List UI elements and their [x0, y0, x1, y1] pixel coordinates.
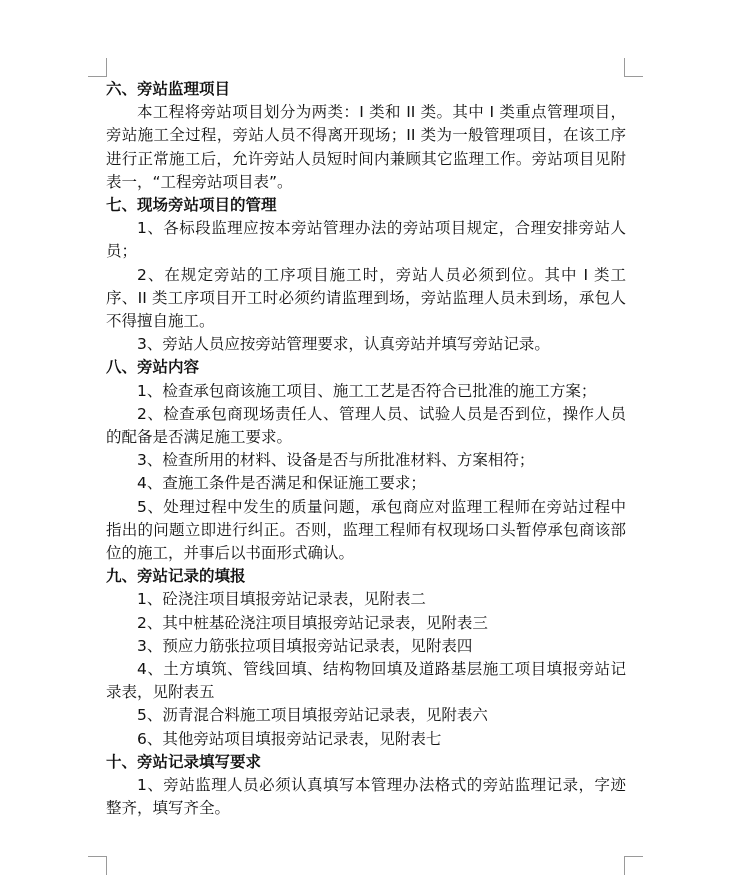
- section-heading: 十、旁站记录填写要求: [106, 752, 262, 771]
- paragraph: 2、其中桩基砼浇注项目填报旁站记录表，见附表三: [137, 613, 488, 632]
- paragraph: 5、沥青混合料施工项目填报旁站记录表，见附表六: [137, 706, 488, 725]
- paragraph: 1、砼浇注项目填报旁站记录表，见附表二: [137, 590, 426, 609]
- section-heading: 六、旁站监理项目: [106, 80, 231, 98]
- corner-mark-top-right: [624, 58, 643, 77]
- paragraph: 本工程将旁站项目划分为两类：I 类和 II 类。其中 I 类重点管理项目，旁站施工全过程，旁站人员不得离开现场；II 类为一般管理项目，在该工序进行正常施工后，允许旁站人员短时间内兼顾其它监理工作。旁站项目见附表一，“工程旁站项目表”。: [106, 103, 626, 191]
- paragraph: 4、土方填筑、管线回填、结构物回填及道路基层施工项目填报旁站记录表，见附表五: [106, 660, 626, 702]
- paragraph: 3、旁站人员应按旁站管理要求，认真旁站并填写旁站记录。: [137, 335, 550, 354]
- corner-mark-bottom-left: [88, 856, 107, 875]
- paragraph: 2、检查承包商现场责任人、管理人员、试验人员是否到位，操作人员的配备是否满足施工要求。: [106, 404, 626, 447]
- paragraph: 2、在规定旁站的工序项目施工时，旁站人员必须到位。其中 I 类工序、II 类工序项目开工时必须约请监理到场，旁站监理人员未到场，承包人不得擅自施工。: [106, 265, 626, 331]
- paragraph: 4、查施工条件是否满足和保证施工要求；: [137, 474, 426, 493]
- paragraph: 1、各标段监理应按本旁站管理办法的旁站项目规定，合理安排旁站人员；: [106, 219, 626, 261]
- section-heading: 八、旁站内容: [106, 358, 200, 377]
- corner-mark-top-left: [88, 58, 107, 77]
- section-heading: 七、现场旁站项目的管理: [106, 196, 277, 215]
- section-heading: 九、旁站记录的填报: [106, 567, 246, 586]
- paragraph: 5、处理过程中发生的质量问题，承包商应对监理工程师在旁站过程中指出的问题立即进行纠正。否则，监理工程师有权现场口头暂停承包商该部位的施工，并事后以书面形式确认。: [106, 497, 626, 563]
- document-body: [106, 78, 626, 821]
- paragraph: 3、检查所用的材料、设备是否与所批准材料、方案相符；: [137, 451, 535, 470]
- paragraph: 6、其他旁站项目填报旁站记录表，见附表七: [137, 729, 442, 748]
- paragraph: 3、预应力筋张拉项目填报旁站记录表，见附表四: [137, 636, 473, 655]
- paragraph: 1、检查承包商该施工项目、施工工艺是否符合已批准的施工方案；: [137, 381, 597, 400]
- paragraph: 1、旁站监理人员必须认真填写本管理办法格式的旁站监理记录，字迹整齐，填写齐全。: [106, 776, 626, 818]
- corner-mark-bottom-right: [624, 856, 643, 875]
